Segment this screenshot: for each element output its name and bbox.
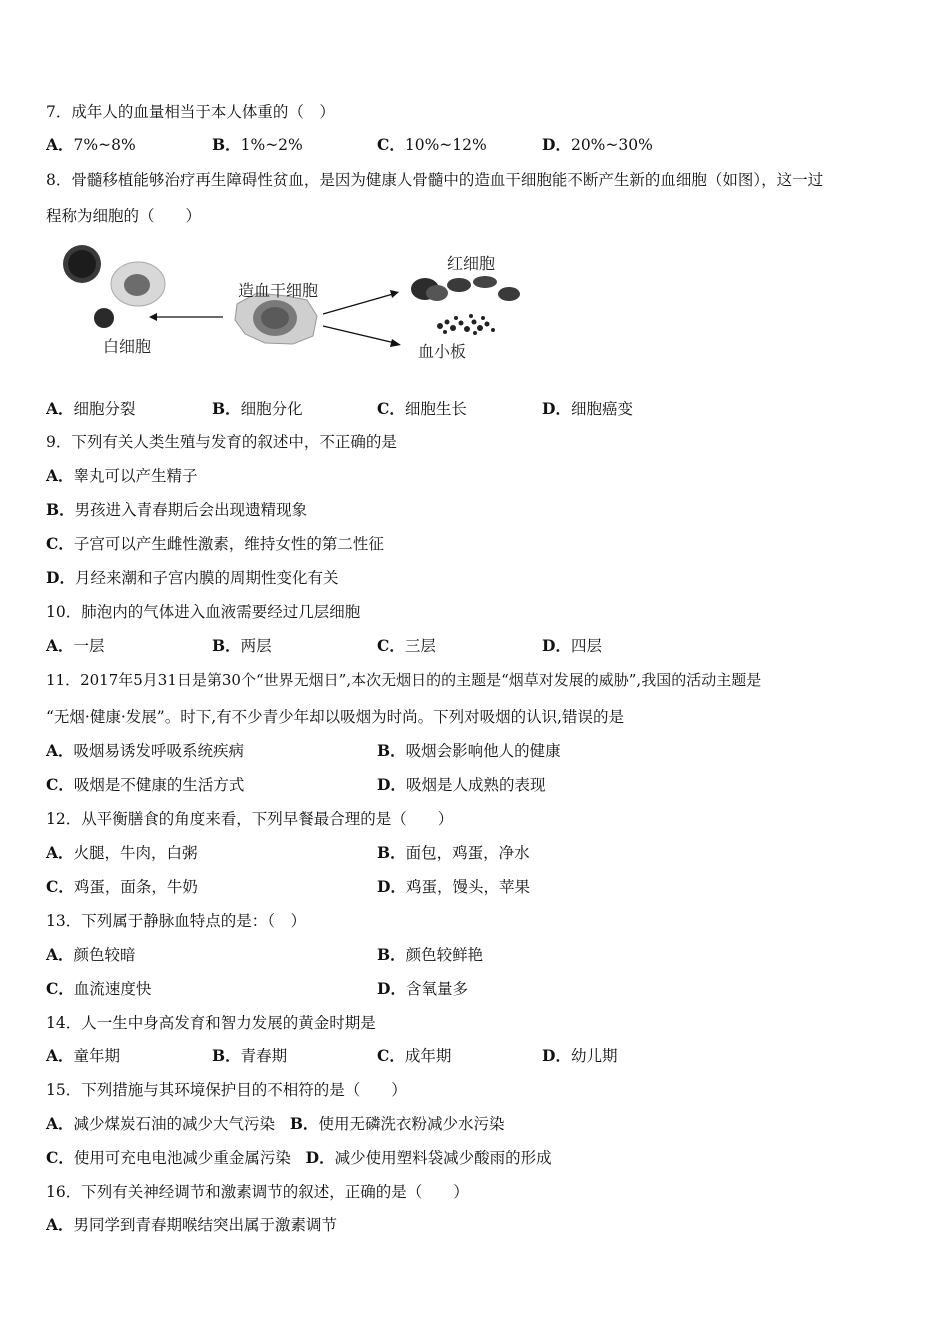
option-c: C．鸡蛋，面条，牛奶	[46, 877, 198, 896]
label-white-cell: 白细胞	[103, 337, 152, 356]
option-d: D．细胞癌变	[542, 399, 633, 418]
q12-options-row2	[46, 877, 906, 897]
label-stem-cell: 造血干细胞	[238, 281, 319, 300]
option-c: C．使用可充电电池减少重金属污染	[46, 1148, 291, 1167]
q8-options	[46, 399, 906, 419]
q16-option-a: A．男同学到青春期喉结突出属于激素调节	[46, 1215, 338, 1234]
q9-option-a: A．睾丸可以产生精子	[46, 466, 198, 485]
q9-option-c: C．子宫可以产生雌性激素，维持女性的第二性征	[46, 534, 384, 553]
option-b: B．两层	[212, 636, 272, 655]
q16-stem: 16．下列有关神经调节和激素调节的叙述，正确的是（ ）	[46, 1183, 469, 1201]
option-b: B．1%~2%	[212, 135, 303, 154]
option-c: C．细胞生长	[377, 399, 467, 418]
arrow-to-red-cell	[390, 290, 399, 298]
option-d: D．20%~30%	[542, 135, 653, 154]
q9-option-d: D．月经来潮和子宫内膜的周期性变化有关	[46, 568, 339, 587]
q13-options-row1	[46, 945, 906, 965]
platelets	[437, 314, 495, 335]
option-d: D．吸烟是人成熟的表现	[377, 775, 546, 794]
option-a: A．一层	[46, 636, 105, 655]
q10-stem: 10．肺泡内的气体进入血液需要经过几层细胞	[46, 603, 361, 621]
q11-options-row2	[46, 775, 906, 795]
option-d: D．减少使用塑料袋减少酸雨的形成	[305, 1148, 552, 1167]
q11-options-row1	[46, 741, 906, 761]
blood-cell-differentiation-figure	[55, 238, 535, 368]
option-c: C．三层	[377, 636, 436, 655]
q15-stem: 15．下列措施与其环境保护目的不相符的是（ ）	[46, 1081, 407, 1099]
option-c: C．10%~12%	[377, 135, 487, 154]
option-a: A．细胞分裂	[46, 399, 136, 418]
option-b: B．青春期	[212, 1046, 288, 1065]
option-b: B．面包，鸡蛋，净水	[377, 843, 530, 862]
option-d: D．含氧量多	[377, 979, 468, 998]
q12-options-row1	[46, 843, 906, 863]
option-a: A．童年期	[46, 1046, 121, 1065]
q9-option-b: B．男孩进入青春期后会出现遗精现象	[46, 500, 308, 519]
white-cell-small	[94, 308, 114, 328]
q14-stem: 14．人一生中身高发育和智力发展的黄金时期是	[46, 1014, 376, 1032]
option-d: D．四层	[542, 636, 602, 655]
option-a: A．火腿，牛肉，白粥	[46, 843, 198, 862]
arrow-to-platelet	[390, 339, 401, 347]
option-c: C．血流速度快	[46, 979, 152, 998]
option-b: B．颜色较鲜艳	[377, 945, 484, 964]
option-b: B．细胞分化	[212, 399, 303, 418]
option-a: A．颜色较暗	[46, 945, 136, 964]
option-a: A．减少煤炭石油的减少大气污染	[46, 1114, 276, 1133]
q15-options-row2	[46, 1148, 552, 1168]
q10-options	[46, 636, 906, 656]
option-d: D．幼儿期	[542, 1046, 618, 1065]
q7-stem: 7．成年人的血量相当于本人体重的（ ）	[46, 103, 335, 121]
option-c: C．吸烟是不健康的生活方式	[46, 775, 245, 794]
q9-stem: 9．下列有关人类生殖与发育的叙述中，不正确的是	[46, 433, 397, 451]
label-platelet: 血小板	[418, 342, 467, 361]
option-c: C．成年期	[377, 1046, 452, 1065]
option-b: B．吸烟会影响他人的健康	[377, 741, 561, 760]
q7-options	[46, 135, 906, 155]
q12-stem: 12．从平衡膳食的角度来看，下列早餐最合理的是（ ）	[46, 810, 454, 828]
q11-stem-line2: “无烟·健康·发展”。时下,有不少青少年却以吸烟为时尚。下列对吸烟的认识,错误的是	[46, 708, 625, 726]
q15-options-row1	[46, 1114, 504, 1134]
option-a: A．吸烟易诱发呼吸系统疾病	[46, 741, 245, 760]
q14-options	[46, 1046, 906, 1066]
q8-stem-line1: 8．骨髓移植能够治疗再生障碍性贫血，是因为健康人骨髓中的造血干细胞能不断产生新的血细胞（如图），这一过	[46, 171, 824, 189]
arrow-to-white-cell	[149, 313, 157, 321]
q8-stem-line2: 程称为细胞的（ ）	[46, 207, 202, 225]
option-d: D．鸡蛋，馒头，苹果	[377, 877, 530, 896]
q13-stem: 13．下列属于静脉血特点的是：（ ）	[46, 912, 306, 930]
option-b: B．使用无磷洗衣粉减少水污染	[289, 1114, 505, 1133]
q11-stem-line1: 11．2017年5月31日是第30个“世界无烟日”,本次无烟日的的主题是“烟草对发展的威胁”,我国的活动主题是	[46, 671, 762, 689]
option-a: A．7%~8%	[46, 135, 136, 154]
label-red-cell: 红细胞	[447, 254, 496, 273]
q13-options-row2	[46, 979, 906, 999]
